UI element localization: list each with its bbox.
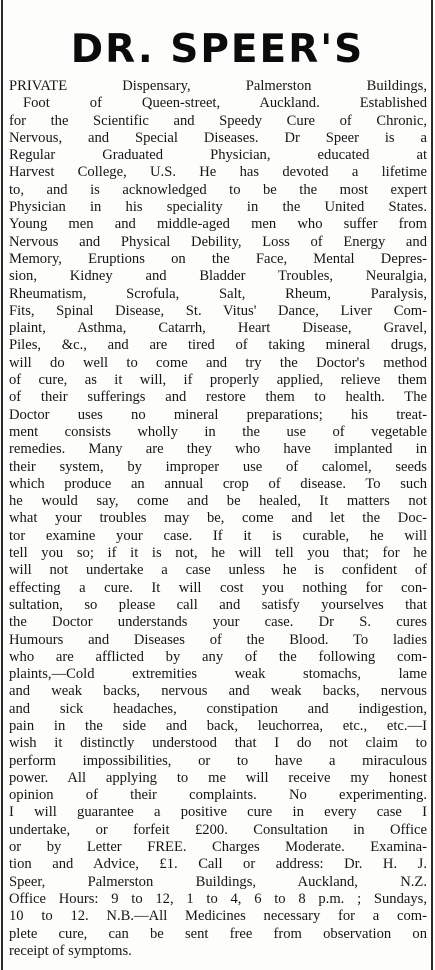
text-line: to, and is acknowledged to be the most expert xyxy=(9,181,427,198)
text-line: power. All applying to me will receive my honest xyxy=(9,769,427,786)
text-line: Harvest College, U.S. He has devoted a lifetime xyxy=(9,164,427,181)
right-column-rule xyxy=(431,0,433,970)
text-line: who are afflicted by any of the following com- xyxy=(9,648,427,665)
text-line: of cure, as it will, if properly applied, relieve them xyxy=(9,372,427,389)
text-line: Nervous and Physical Debility, Loss of Energy and xyxy=(9,233,427,250)
text-line: tor examine your case. If it is curable, he will xyxy=(9,527,427,544)
text-line: or by Letter FREE. Charges Moderate. Examina- xyxy=(9,839,427,856)
text-line: Doctor uses no mineral preparations; his treat- xyxy=(9,406,427,423)
text-line: PRIVATE Dispensary, Palmerston Buildings, xyxy=(9,78,427,94)
text-line: Nervous, and Special Diseases. Dr Speer is a xyxy=(9,129,427,146)
advertisement-headline: DR. SPEER'S xyxy=(70,27,365,72)
text-line: Regular Graduated Physician, educated at xyxy=(9,147,427,164)
text-line: Fits, Spinal Disease, St. Vitus' Dance, Liver Com- xyxy=(9,302,427,319)
text-line: I will guarantee a positive cure in every case I xyxy=(9,804,427,821)
text-line: remedies. Many are they who have implanted in xyxy=(9,441,427,458)
text-line: perform impossibilities, or to have a miraculous xyxy=(9,752,427,769)
text-line: Rheumatism, Scrofula, Salt, Rheum, Paralysis, xyxy=(9,285,427,302)
text-line: wish it distinctly understood that I do not claim to xyxy=(9,735,427,752)
text-line: plaints,—Cold extremities weak stomachs, lame xyxy=(9,666,427,683)
text-line: tion and Advice, £1. Call or address: Dr. H. J. xyxy=(9,856,427,873)
text-line: which produce an annual crop of disease. To such xyxy=(9,475,427,492)
text-line: what your troubles may be, come and let the Doc- xyxy=(9,510,427,527)
text-line: undertake, or forfeit £200. Consultation in Office xyxy=(9,821,427,838)
text-line: opinion of their complaints. No experimenting. xyxy=(9,787,427,804)
text-line: ment consists wholly in the use of vegetable xyxy=(9,423,427,440)
text-line: Foot of Queen-street, Auckland. Established xyxy=(23,95,427,112)
text-line: their system, by improper use of calomel, seeds xyxy=(9,458,427,475)
text-line: plaint, Asthma, Catarrh, Heart Disease, Gravel, xyxy=(9,320,427,337)
text-line: the Doctor understands your case. Dr S. cures xyxy=(9,614,427,631)
text-line: of their sufferings and restore them to health. The xyxy=(9,389,427,406)
text-line: Piles, &c., and are tired of taking mineral drugs, xyxy=(9,337,427,354)
text-line: 10 to 12. N.B.—All Medicines necessary for a com- xyxy=(9,908,427,925)
text-line: Physician in his speciality in the United States. xyxy=(9,199,427,216)
text-line: receipt of symptoms. xyxy=(9,942,132,959)
text-line: Office Hours: 9 to 12, 1 to 4, 6 to 8 p.m. ; Sundays, xyxy=(9,890,427,907)
text-line: sion, Kidney and Bladder Troubles, Neuralgia, xyxy=(9,268,427,285)
text-line: will not undertake a case unless he is confident of xyxy=(9,562,427,579)
text-line: sultation, so please call and satisfy yourselves that xyxy=(9,596,427,613)
text-line: Humours and Diseases of the Blood. To ladies xyxy=(9,631,427,648)
text-line: pain in the side and back, leuchorrea, etc., etc.—I xyxy=(9,717,427,734)
text-line: effecting a cure. It will cost you nothing for con- xyxy=(9,579,427,596)
advertisement-body xyxy=(9,78,427,960)
text-line: Young men and middle-aged men who suffer from xyxy=(9,216,427,233)
text-line: for the Scientific and Speedy Cure of Chronic, xyxy=(9,112,427,129)
text-line: Memory, Eruptions on the Face, Mental Depres- xyxy=(9,250,427,267)
text-line: Speer, Palmerston Buildings, Auckland, N.Z. xyxy=(9,873,427,890)
left-column-rule xyxy=(1,0,3,970)
text-line: he would say, come and be healed, It matters not xyxy=(9,493,427,510)
text-line: plete cure, can be sent free from observation on xyxy=(9,925,427,942)
text-line: and weak backs, nervous and weak backs, nervous xyxy=(9,683,427,700)
text-line: will do well to come and try the Doctor's method xyxy=(9,354,427,371)
text-line: and sick headaches, constipation and indigestion, xyxy=(9,700,427,717)
text-line: tell you so; if it is not, he will tell you that; for he xyxy=(9,545,427,562)
